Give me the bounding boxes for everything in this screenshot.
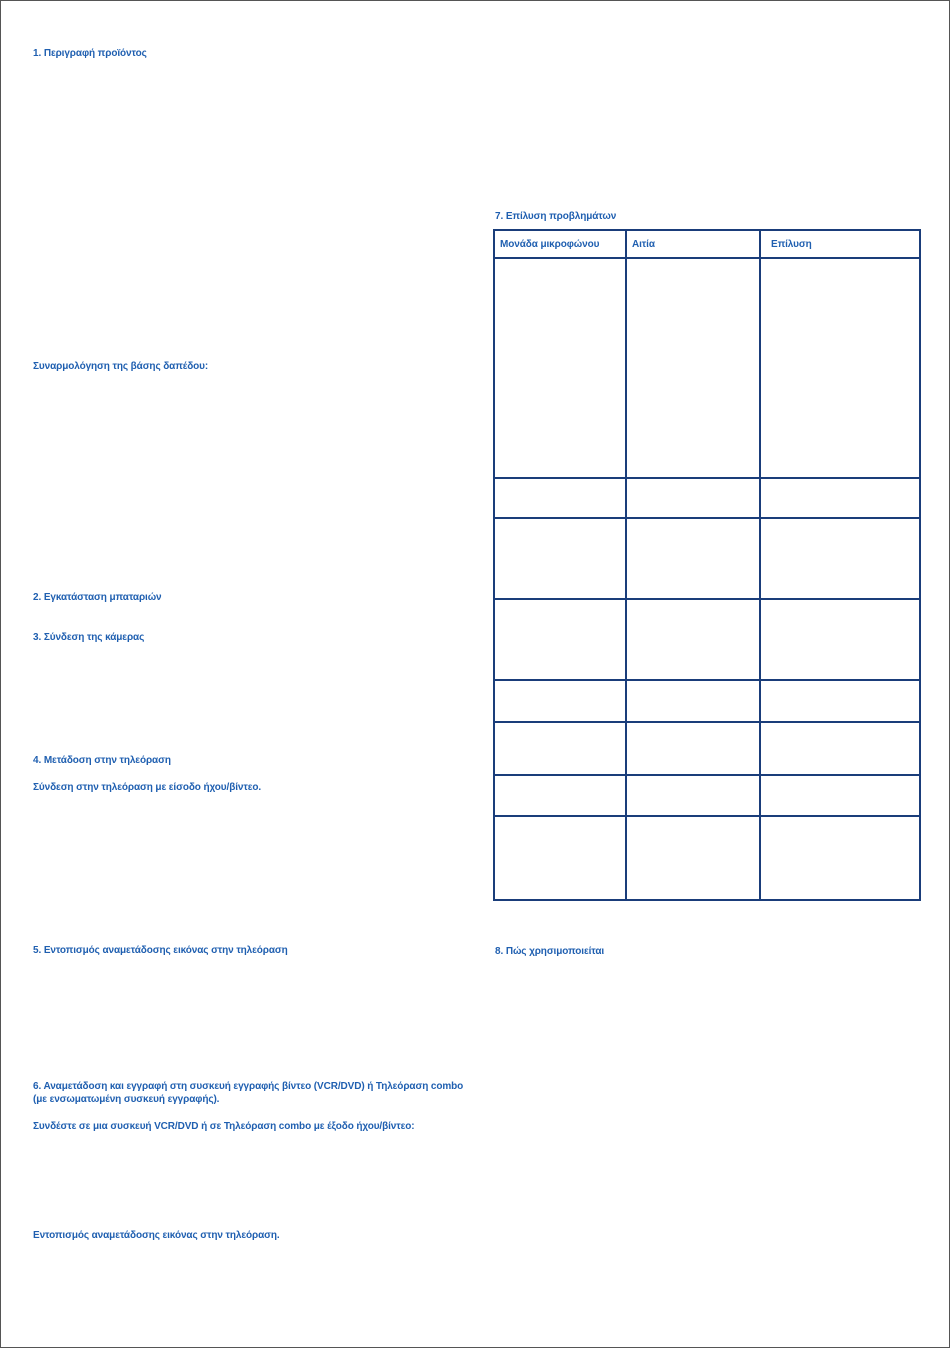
- header-cause: Αιτία: [626, 230, 760, 258]
- section-3-title: 3. Σύνδεση της κάμερας: [33, 632, 145, 643]
- table-cell: [494, 518, 626, 599]
- table-cell: [760, 816, 920, 900]
- section-1-title: 1. Περιγραφή προϊόντος: [33, 48, 147, 59]
- section-4-subheading: Σύνδεση στην τηλεόραση με είσοδο ήχου/βίντεο.: [33, 782, 262, 793]
- table-row: [494, 722, 920, 775]
- section-2-title: 2. Εγκατάσταση μπαταριών: [33, 592, 162, 603]
- table-row: [494, 258, 920, 478]
- table-cell: [494, 680, 626, 722]
- section-7-title: 7. Επίλυση προβλημάτων: [495, 211, 617, 222]
- table-row: [494, 816, 920, 900]
- table-cell: [494, 258, 626, 478]
- table-cell: [760, 680, 920, 722]
- section-8-title: 8. Πώς χρησιμοποιείται: [495, 946, 605, 957]
- table-cell: [760, 599, 920, 680]
- header-solution: Επίλυση: [760, 230, 920, 258]
- table-cell: [626, 816, 760, 900]
- section-5-title: 5. Εντοπισμός αναμετάδοσης εικόνας στην τηλεόραση: [33, 945, 288, 956]
- table-cell: [760, 258, 920, 478]
- table-cell: [626, 599, 760, 680]
- table-row: [494, 518, 920, 599]
- table-cell: [494, 478, 626, 518]
- floor-base-assembly-heading: Συναρμολόγηση της βάσης δαπέδου:: [33, 361, 209, 372]
- table-row: [494, 478, 920, 518]
- table-cell: [626, 775, 760, 816]
- table-cell: [760, 775, 920, 816]
- table-cell: [760, 722, 920, 775]
- section-4-title: 4. Μετάδοση στην τηλεόραση: [33, 755, 171, 766]
- table-cell: [760, 518, 920, 599]
- table-cell: [626, 518, 760, 599]
- section-6-subheading: Συνδέστε σε μια συσκευή VCR/DVD ή σε Τηλεόραση combo με έξοδο ήχου/βίντεο:: [33, 1121, 415, 1132]
- troubleshooting-table: [493, 229, 921, 901]
- table-cell: [626, 258, 760, 478]
- table-cell: [626, 478, 760, 518]
- table-header-row: [494, 230, 920, 258]
- header-microphone-unit: Μονάδα μικροφώνου: [494, 230, 626, 258]
- section-6-title: 6. Αναμετάδοση και εγγραφή στη συσκευή εγγραφής βίντεο (VCR/DVD) ή Τηλεόραση combo (με ενσωματωμένη συσκευή εγγραφής).: [33, 1081, 464, 1105]
- table-cell: [494, 722, 626, 775]
- table-cell: [626, 680, 760, 722]
- table-cell: [494, 599, 626, 680]
- table-row: [494, 775, 920, 816]
- table-row: [494, 599, 920, 680]
- table-row: [494, 680, 920, 722]
- table-cell: [494, 816, 626, 900]
- table-cell: [494, 775, 626, 816]
- table-cell: [760, 478, 920, 518]
- table-cell: [626, 722, 760, 775]
- section-6-subheading-2: Εντοπισμός αναμετάδοσης εικόνας στην τηλεόραση.: [33, 1230, 280, 1241]
